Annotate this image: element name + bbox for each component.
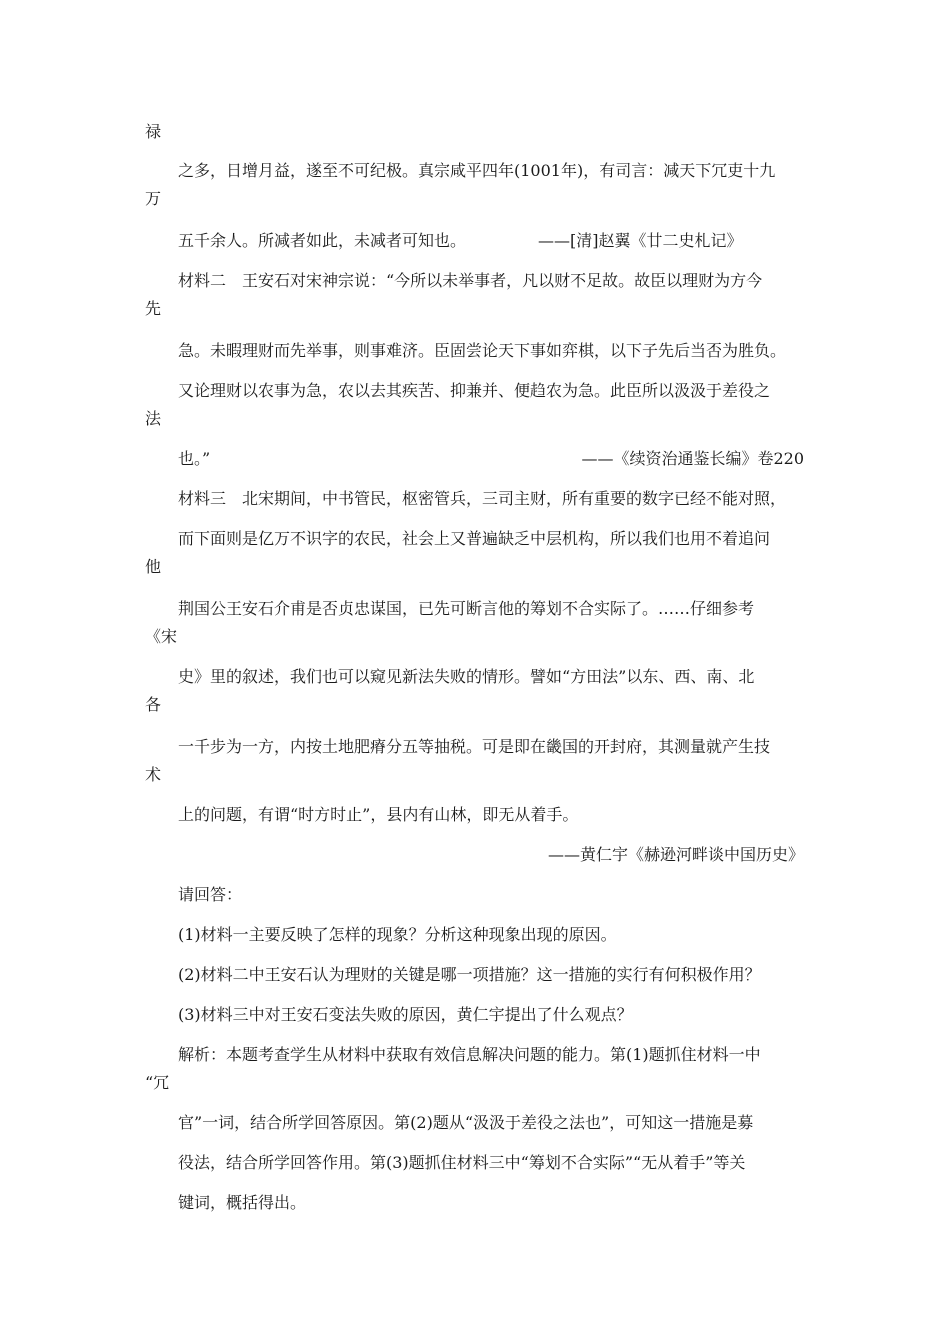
text-line: 万 xyxy=(145,189,162,208)
analysis-line: 官”一词，结合所学回答原因。第(2)题从“汲汲于差役之法也”，可知这一措施是募 xyxy=(178,1113,754,1132)
text-line: 又论理财以农事为急，农以去其疾苦、抑兼并、便趋农为急。此臣所以汲汲于差役之 xyxy=(178,381,771,400)
analysis-line: 键词，概括得出。 xyxy=(178,1193,307,1212)
text-line: 一千步为一方，内按土地肥瘠分五等抽税。可是即在畿国的开封府，其测量就产生技 xyxy=(178,737,771,756)
analysis-line: 役法，结合所学回答作用。第(3)题抓住材料三中“筹划不合实际”“无从着手”等关 xyxy=(178,1153,746,1172)
text-line: 五千余人。所减者如此，未减者可知也。 ——[清]赵翼《廿二史札记》 xyxy=(178,231,743,250)
text-line: 禄 xyxy=(145,122,162,141)
text-line: 法 xyxy=(145,409,162,428)
text-line: 荆国公王安石介甫是否贞忠谋国，已先可断言他的筹划不合实际了。……仔细参考 xyxy=(178,599,755,618)
text-line: 而下面则是亿万不识字的农民，社会上又普遍缺乏中层机构，所以我们也用不着追问 xyxy=(178,529,771,548)
text-line: 《宋 xyxy=(145,627,178,646)
text-line: 材料三 北宋期间，中书管民，枢密管兵，三司主财，所有重要的数字已经不能对照， xyxy=(178,489,787,508)
question-prompt: 请回答： xyxy=(178,885,243,904)
text-line: 也。” xyxy=(178,449,211,468)
text-line: 他 xyxy=(145,557,162,576)
question-item: (2)材料二中王安石认为理财的关键是哪一项措施？这一措施的实行有何积极作用？ xyxy=(178,965,761,984)
text-line: 急。未暇理财而先举事，则事难济。臣固尝论天下事如弈棋，以下子先后当否为胜负。 xyxy=(178,341,787,360)
text-line: 术 xyxy=(145,765,162,784)
question-item: (3)材料三中对王安石变法失败的原因，黄仁宇提出了什么观点？ xyxy=(178,1005,633,1024)
analysis-line: 解析：本题考查学生从材料中获取有效信息解决问题的能力。第(1)题抓住材料一中 xyxy=(178,1045,761,1064)
text-line: 先 xyxy=(145,299,162,318)
text-line: 之多，日增月益，遂至不可纪极。真宗咸平四年(1001年)，有司言：减天下冗吏十九 xyxy=(178,161,776,180)
source-citation: ——黄仁宇《赫逊河畔谈中国历史》 xyxy=(547,845,804,864)
question-item: (1)材料一主要反映了怎样的现象？分析这种现象出现的原因。 xyxy=(178,925,617,944)
text-line: 上的问题，有谓“时方时止”，县内有山林，即无从着手。 xyxy=(178,805,579,824)
source-citation: ——《续资治通鉴长编》卷220 xyxy=(581,449,804,468)
text-line: 史》里的叙述，我们也可以窥见新法失败的情形。譬如“方田法”以东、西、南、北 xyxy=(178,667,755,686)
text-line: 各 xyxy=(145,695,162,714)
text-line: 材料二 王安石对宋神宗说：“今所以未举事者，凡以财不足故。故臣以理财为方今 xyxy=(178,271,763,290)
analysis-line: “冗 xyxy=(145,1073,170,1092)
